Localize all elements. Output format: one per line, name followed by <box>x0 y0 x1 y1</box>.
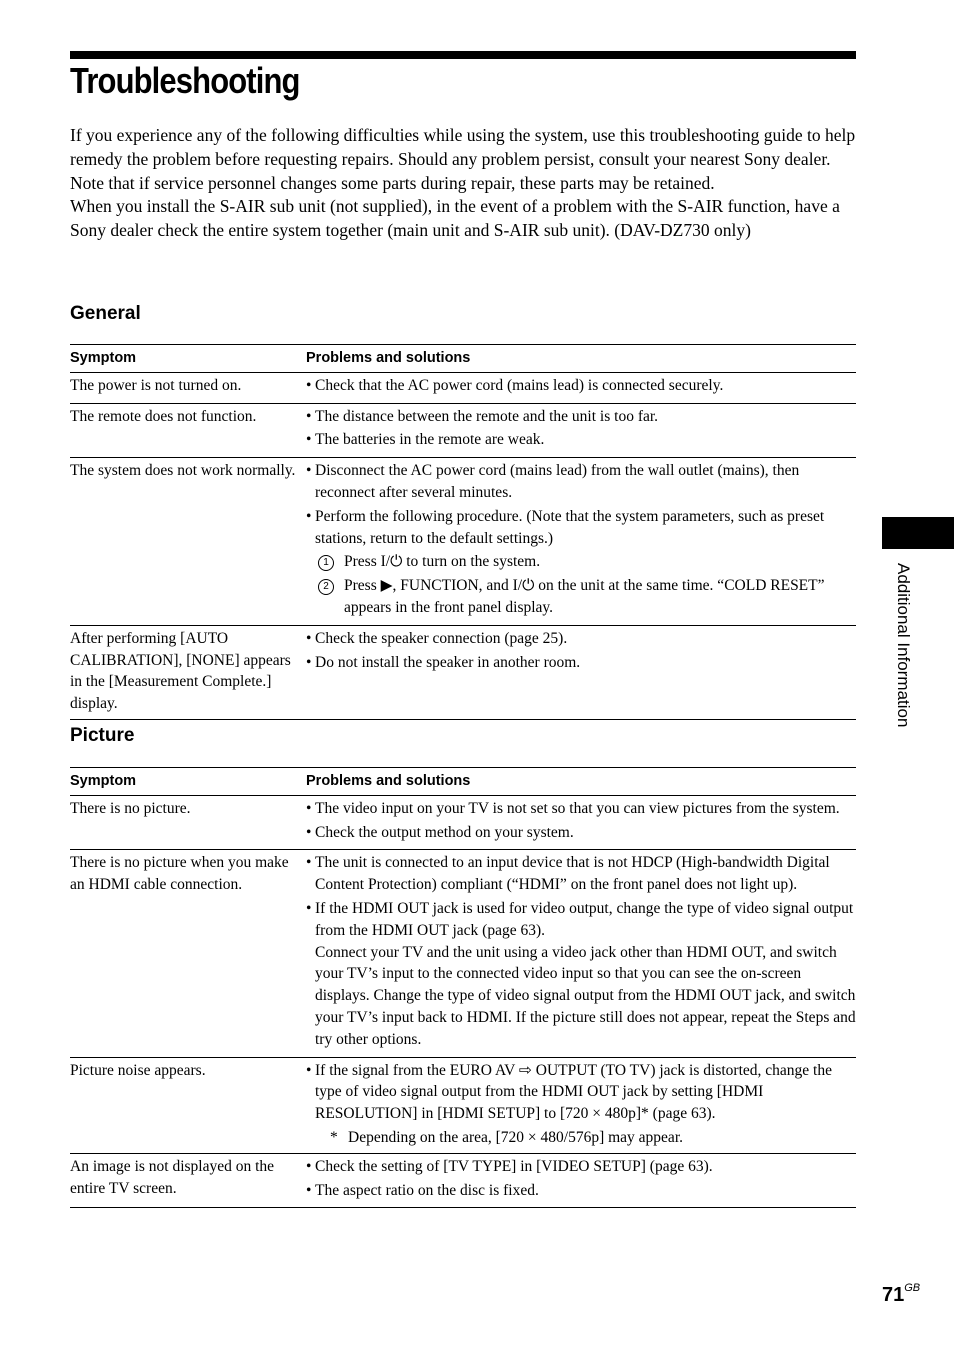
table-row <box>70 403 856 458</box>
solutions-cell <box>306 458 856 626</box>
symptom-cell: An image is not displayed on the entire TV screen. <box>70 1153 306 1208</box>
section-tab-marker <box>882 517 954 549</box>
intro-text <box>70 124 860 243</box>
symptom-cell: Picture noise appears. <box>70 1057 306 1153</box>
page-title: Troubleshooting <box>70 60 300 101</box>
solution-item: • Check that the AC power cord (mains lead) is connected securely. <box>306 375 856 397</box>
solution-item: • The distance between the remote and the unit is too far. <box>306 406 856 428</box>
solutions-cell <box>306 625 856 719</box>
table-row <box>70 372 856 403</box>
general-table <box>70 344 856 720</box>
section-title-general: General <box>70 303 141 324</box>
solutions-cell <box>306 372 856 403</box>
symptom-cell: After performing [AUTO CALIBRATION], [NONE] appears in the [Measurement Complete.] display. <box>70 625 306 719</box>
step-text: Press I/⏻ to turn on the system. <box>344 553 541 571</box>
solution-text: If the HDMI OUT jack is used for video output, change the type of video signal output from the HDMI OUT jack (page 63). <box>315 899 854 939</box>
solution-item: • Do not install the speaker in another room. <box>306 652 856 674</box>
table-row <box>70 1057 856 1153</box>
footnote <box>306 1127 856 1149</box>
solutions-cell <box>306 1057 856 1153</box>
solutions-cell <box>306 403 856 458</box>
solution-item: • Disconnect the AC power cord (mains lead) from the wall outlet (mains), then reconnect after several minutes. <box>306 460 856 504</box>
footnote-marker: * <box>330 1128 338 1146</box>
solution-item: • If the signal from the EURO AV ⇨ OUTPUT (TO TV) jack is distorted, change the type of video signal output from the HDMI OUT jack by setting [HDMI RESOLUTION] in [HDMI SETUP] to [720 × 480p]* (page 63). <box>306 1060 856 1125</box>
solutions-cell <box>306 1153 856 1208</box>
symptom-cell: The power is not turned on. <box>70 372 306 403</box>
solutions-column-header: Problems and solutions <box>306 345 856 373</box>
solution-item: • Check the setting of [TV TYPE] in [VIDEO SETUP] (page 63). <box>306 1156 856 1178</box>
step-text: Press ▶, FUNCTION, and I/⏻ on the unit at the same time. “COLD RESET” appears in the front panel display. <box>344 577 825 616</box>
solution-item: • The aspect ratio on the disc is fixed. <box>306 1180 856 1202</box>
symptom-cell: There is no picture. <box>70 795 306 850</box>
solutions-cell <box>306 850 856 1057</box>
footnote-text: Depending on the area, [720 × 480/576p] may appear. <box>348 1128 683 1146</box>
symptom-column-header: Symptom <box>70 768 306 796</box>
picture-table <box>70 767 856 1208</box>
top-rule <box>70 51 856 59</box>
table-row <box>70 1153 856 1208</box>
solution-extra-text: Connect your TV and the unit using a video jack other than HDMI OUT, and switch your TV’s input to the connected video input so that you can see the on-screen displays. Change the type of video signal output from the HDMI OUT jack, and switch your TV’s input back to HDMI. If the picture still does not appear, repeat the Steps and try other options. <box>315 943 856 1048</box>
solution-item: • Check the output method on your system. <box>306 822 856 844</box>
procedure-step <box>306 575 856 619</box>
table-header-row <box>70 768 856 796</box>
step-number-icon: 1 <box>318 555 334 571</box>
solution-item: • Check the speaker connection (page 25). <box>306 628 856 650</box>
solutions-cell <box>306 795 856 850</box>
solution-item: • The batteries in the remote are weak. <box>306 429 856 451</box>
solutions-column-header: Problems and solutions <box>306 768 856 796</box>
table-row <box>70 850 856 1057</box>
procedure-step <box>306 551 856 573</box>
symptom-cell: The remote does not function. <box>70 403 306 458</box>
symptom-cell: There is no picture when you make an HDMI cable connection. <box>70 850 306 1057</box>
procedure-steps <box>306 551 856 618</box>
solution-item: • Perform the following procedure. (Note that the system parameters, such as preset stations, return to the default settings.) <box>306 506 856 550</box>
table-row <box>70 795 856 850</box>
solution-item <box>306 898 856 1051</box>
intro-paragraph: Note that if service personnel changes some parts during repair, these parts may be retained. <box>70 172 715 193</box>
symptom-cell: The system does not work normally. <box>70 458 306 626</box>
table-header-row <box>70 345 856 373</box>
solution-item: • The unit is connected to an input device that is not HDCP (High-bandwidth Digital Content Protection) compliant (“HDMI” on the front panel does not light up). <box>306 852 856 896</box>
solution-item: • The video input on your TV is not set so that you can view pictures from the system. <box>306 798 856 820</box>
table-row <box>70 625 856 719</box>
intro-paragraph: If you experience any of the following difficulties while using the system, use this troubleshooting guide to help remedy the problem before requesting repairs. Should any problem persist, consult your nearest Sony dealer. <box>70 125 856 169</box>
page-number <box>882 1284 920 1307</box>
section-title-picture: Picture <box>70 725 135 746</box>
page-number-value: 71 <box>882 1284 905 1306</box>
table-row <box>70 458 856 626</box>
intro-paragraph: When you install the S-AIR sub unit (not supplied), in the event of a problem with the S-AIR function, have a Sony dealer check the entire system together (main unit and S-AIR sub unit). (DAV-DZ730 only) <box>70 196 840 241</box>
symptom-column-header: Symptom <box>70 345 306 373</box>
page-number-suffix: GB <box>904 1282 921 1294</box>
side-section-label: Additional Information <box>894 563 913 728</box>
step-number-icon: 2 <box>318 579 334 595</box>
